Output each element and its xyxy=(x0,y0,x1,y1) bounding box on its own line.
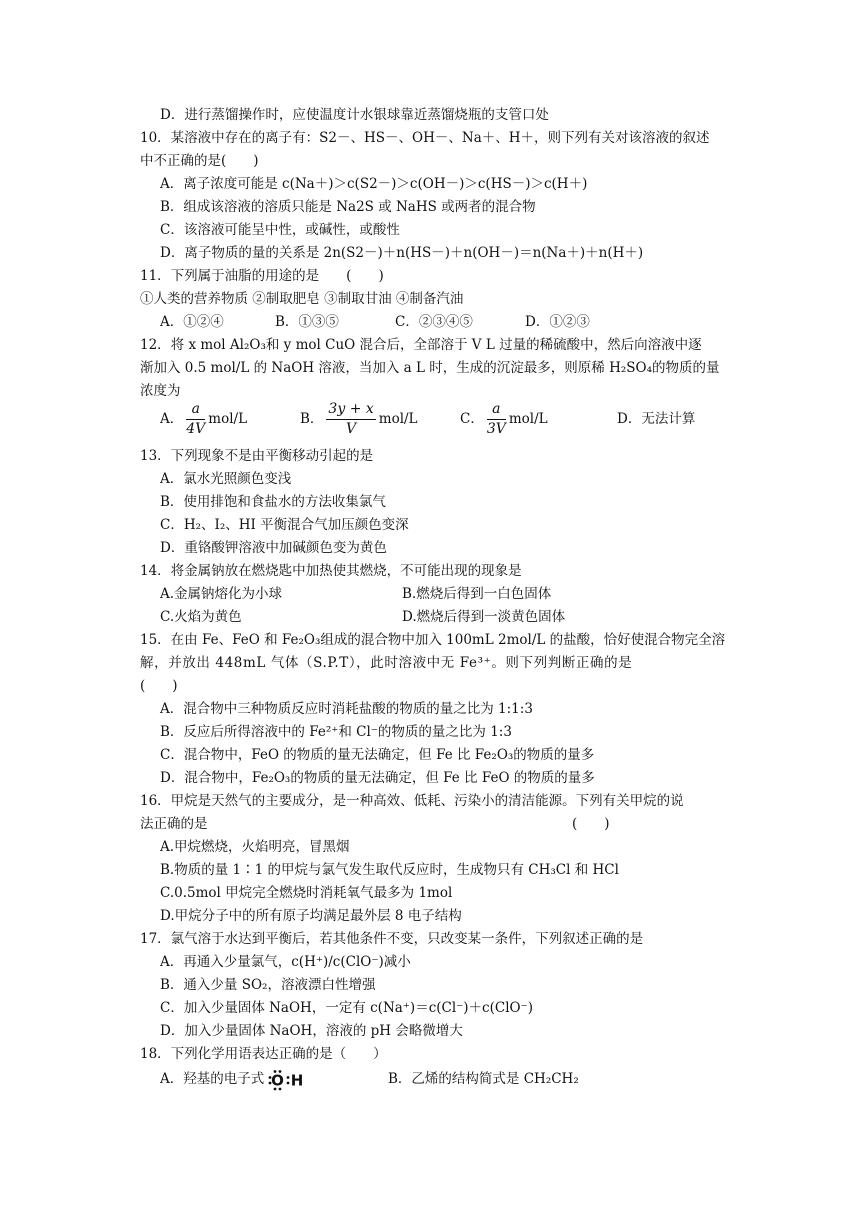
q15-stem-line2: 解，并放出 448mL 气体（S.P.T），此时溶液中无 Fe³⁺。则下列判断正确的是 xyxy=(140,655,633,671)
q16-option-a: A.甲烷燃烧，火焰明亮，冒黑烟 xyxy=(160,839,350,855)
q10-option-b: B．组成该溶液的溶质只能是 Na2S 或 NaHS 或两者的混合物 xyxy=(160,199,536,215)
q16-stem-line2: 法正确的是 xyxy=(140,816,208,832)
q14-option-b: B.燃烧后得到一白色固体 xyxy=(402,586,552,602)
fraction-numerator: a xyxy=(186,402,205,420)
unit: mol/L xyxy=(208,411,248,427)
q12-stem-line2: 渐加入 0.5 mol/L 的 NaOH 溶液，当加入 a L 时，生成的沉淀最多，则原稀 H₂SO₄的物质的量 xyxy=(140,360,720,376)
q12-option-d: D．无法计算 xyxy=(617,411,696,427)
q11-option-d: D．①②③ xyxy=(525,314,590,330)
option-letter: B． xyxy=(300,411,324,427)
q15-option-a: A．混合物中三种物质反应时消耗盐酸的物质的量之比为 1:1:3 xyxy=(160,701,533,717)
q13-option-b: B．使用排饱和食盐水的方法收集氯气 xyxy=(160,494,386,510)
fraction-numerator: 3y + x xyxy=(326,402,375,420)
option-letter: A． xyxy=(160,411,184,427)
q18-option-a xyxy=(160,1068,308,1091)
option-text: A．羟基的电子式 xyxy=(160,1071,265,1087)
fraction-denominator: 4V xyxy=(186,421,206,437)
fraction-denominator: 3V xyxy=(486,421,506,437)
option-letter: C． xyxy=(460,411,484,427)
q12-stem-line1: 12．将 x mol Al₂O₃和 y mol CuO 混合后，全部溶于 V L 过量的稀硫酸中，然后向溶液中逐 xyxy=(140,337,702,353)
q16-answer-paren: ( ) xyxy=(572,816,610,832)
q9-option-d: D．进行蒸馏操作时，应使温度计水银球靠近蒸馏烧瓶的支管口处 xyxy=(160,107,549,123)
q11-option-b: B．①③⑤ xyxy=(275,314,339,330)
q14-stem: 14．将金属钠放在燃烧匙中加热使其燃烧，不可能出现的现象是 xyxy=(140,563,522,579)
q11-option-c: C．②③④⑤ xyxy=(395,314,473,330)
q17-option-b: B．通入少量 SO₂，溶液漂白性增强 xyxy=(160,977,376,993)
q12-stem-line3: 浓度为 xyxy=(140,383,181,399)
q16-option-c: C.0.5mol 甲烷完全燃烧时消耗氧气最多为 1mol xyxy=(160,885,453,901)
q15-stem-line3: ( ) xyxy=(140,678,178,694)
q11-option-a: A．①②④ xyxy=(160,314,224,330)
fraction xyxy=(326,402,375,436)
q13-stem: 13．下列现象不是由平衡移动引起的是 xyxy=(140,448,374,464)
q14-option-d: D.燃烧后得到一淡黄色固体 xyxy=(402,609,566,625)
q15-option-d: D．混合物中，Fe₂O₃的物质的量无法确定，但 Fe 比 FeO 的物质的量多 xyxy=(160,770,595,786)
unit: mol/L xyxy=(508,411,548,427)
q15-option-c: C．混合物中，FeO 的物质的量无法确定，但 Fe 比 Fe₂O₃的物质的量多 xyxy=(160,747,595,763)
q10-stem-line2: 中不正确的是( ) xyxy=(140,153,259,169)
q16-option-b: B.物质的量 1∶1 的甲烷与氯气发生取代反应时，生成物只有 CH₃Cl 和 HCl xyxy=(160,862,619,878)
q13-option-c: C．H₂、I₂、HI 平衡混合气加压颜色变深 xyxy=(160,517,409,533)
q14-option-a: A.金属钠熔化为小球 xyxy=(160,586,283,602)
fraction-denominator: V xyxy=(346,421,357,437)
q16-stem-line1: 16．甲烷是天然气的主要成分，是一种高效、低耗、污染小的清洁能源。下列有关甲烷的说 xyxy=(140,793,684,809)
q17-option-d: D．加入少量固体 NaOH，溶液的 pH 会略微增大 xyxy=(160,1023,463,1039)
fraction xyxy=(186,402,205,436)
q12-option-b xyxy=(300,400,418,438)
q14-option-c: C.火焰为黄色 xyxy=(160,609,242,625)
q13-option-d: D．重铬酸钾溶液中加碱颜色变为黄色 xyxy=(160,540,387,556)
fraction xyxy=(487,402,506,436)
q11-statements: ①人类的营养物质 ②制取肥皂 ③制取甘油 ④制备汽油 xyxy=(140,291,464,307)
q10-option-a: A．离子浓度可能是 c(Na＋)＞c(S2－)＞c(OH－)＞c(HS－)＞c(H＋) xyxy=(160,176,588,192)
q10-option-d: D．离子物质的量的关系是 2n(S2－)＋n(HS－)＋n(OH－)＝n(Na＋)＋n(H＋) xyxy=(160,245,644,261)
q13-option-a: A．氯水光照颜色变浅 xyxy=(160,471,292,487)
q10-option-c: C．该溶液可能呈中性，或碱性，或酸性 xyxy=(160,222,400,238)
q18-option-b: B．乙烯的结构简式是 CH₂CH₂ xyxy=(388,1071,579,1087)
q10-stem-line1: 10．某溶液中存在的离子有：S2－、HS－、OH－、Na＋、H＋，则下列有关对该溶液的叙述 xyxy=(140,130,710,146)
q17-option-a: A．再通入少量氯气，c(H⁺)/c(ClO⁻)减小 xyxy=(160,954,411,970)
hydroxyl-lewis-structure xyxy=(268,1069,308,1091)
q16-option-d: D.甲烷分子中的所有原子均满足最外层 8 电子结构 xyxy=(160,908,462,924)
oxygen-symbol: O H xyxy=(271,1071,304,1089)
q12-option-c xyxy=(460,400,548,438)
unit: mol/L xyxy=(378,411,418,427)
q15-stem-line1: 15．在由 Fe、FeO 和 Fe₂O₃组成的混合物中加入 100mL 2mol/L 的盐酸，恰好使混合物完全溶 xyxy=(140,632,726,648)
q17-stem: 17．氯气溶于水达到平衡后，若其他条件不变，只改变某一条件，下列叙述正确的是 xyxy=(140,931,644,947)
q17-option-c: C．加入少量固体 NaOH，一定有 c(Na⁺)＝c(Cl⁻)＋c(ClO⁻) xyxy=(160,1000,533,1016)
q11-stem: 11．下列属于油脂的用途的是 ( ) xyxy=(140,268,384,284)
q18-stem: 18．下列化学用语表达正确的是（ ） xyxy=(140,1046,387,1062)
q12-option-a xyxy=(160,400,247,438)
q15-option-b: B．反应后所得溶液中的 Fe²⁺和 Cl⁻的物质的量之比为 1:3 xyxy=(160,724,512,740)
fraction-numerator: a xyxy=(487,402,506,420)
